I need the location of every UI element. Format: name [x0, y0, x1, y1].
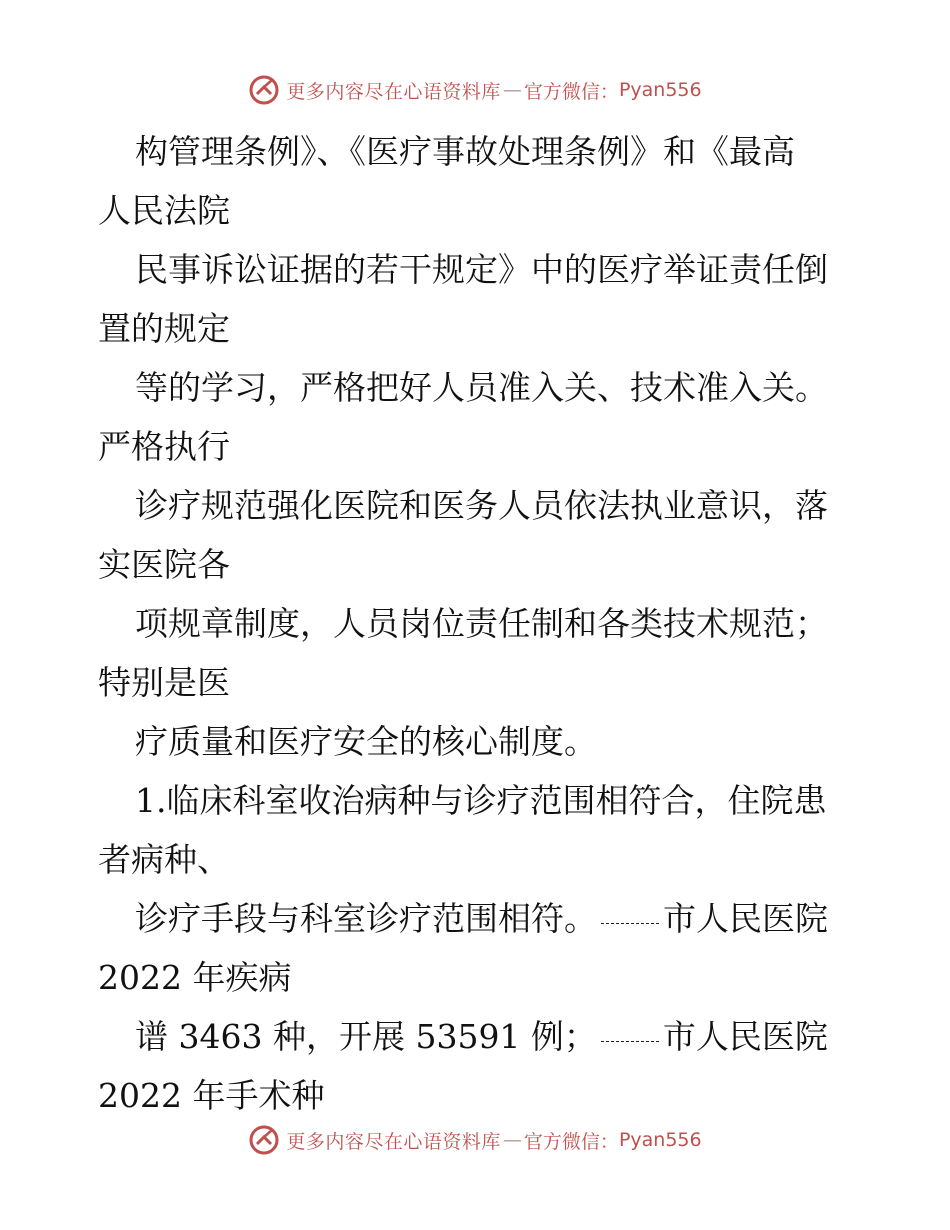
text-line: 2022 年疾病	[98, 958, 292, 997]
text-line: 置的规定	[98, 309, 230, 348]
text-line: 构管理条例》、《医疗事故处理条例》和《最高	[135, 132, 795, 171]
text-line: 民事诉讼证据的若干规定》中的医疗举证责任倒	[135, 250, 828, 289]
document-body	[98, 122, 878, 1125]
banner-title: 更多内容尽在心语资料库	[286, 80, 501, 103]
text-line: 人民法院	[98, 191, 230, 230]
text-line: 者病种、	[98, 840, 230, 879]
blank-underline	[601, 1040, 659, 1042]
book-quill-logo-icon	[248, 1124, 280, 1156]
footer-banner	[0, 1120, 950, 1160]
text-line-with-blank	[98, 889, 878, 948]
banner-title: 更多内容尽在心语资料库	[286, 1130, 501, 1153]
text-line: 实医院各	[98, 545, 230, 584]
header-banner	[0, 70, 950, 110]
book-quill-logo-icon	[248, 74, 280, 106]
banner-id: Pyan556	[618, 1129, 702, 1151]
text-segment: 谱 3463 种，开展 53591 例；	[135, 1017, 597, 1056]
text-segment: 诊疗手段与科室诊疗范围相符。	[135, 899, 597, 938]
text-line: 严格执行	[98, 427, 230, 466]
text-segment: 市人民医院	[663, 899, 828, 938]
text-segment: 市人民医院	[662, 1017, 828, 1056]
banner-dash: —	[502, 1129, 522, 1151]
banner-dash: —	[502, 79, 522, 101]
banner-id: Pyan556	[618, 79, 702, 101]
text-line: 1.临床科室收治病种与诊疗范围相符合，住院患	[135, 781, 827, 820]
text-line: 项规章制度，人员岗位责任制和各类技术规范；	[135, 604, 828, 643]
text-line: 疗质量和医疗安全的核心制度。	[135, 722, 597, 761]
banner-label: 官方微信：	[523, 80, 619, 103]
text-line: 特别是医	[98, 663, 230, 702]
text-line-with-blank	[98, 1007, 878, 1066]
text-line: 2022 年手术种	[98, 1076, 325, 1115]
text-line: 等的学习，严格把好人员准入关、技术准入关。	[135, 368, 828, 407]
text-line: 诊疗规范强化医院和医务人员依法执业意识，落	[135, 486, 828, 525]
blank-underline	[601, 922, 659, 924]
banner-label: 官方微信：	[523, 1130, 619, 1153]
